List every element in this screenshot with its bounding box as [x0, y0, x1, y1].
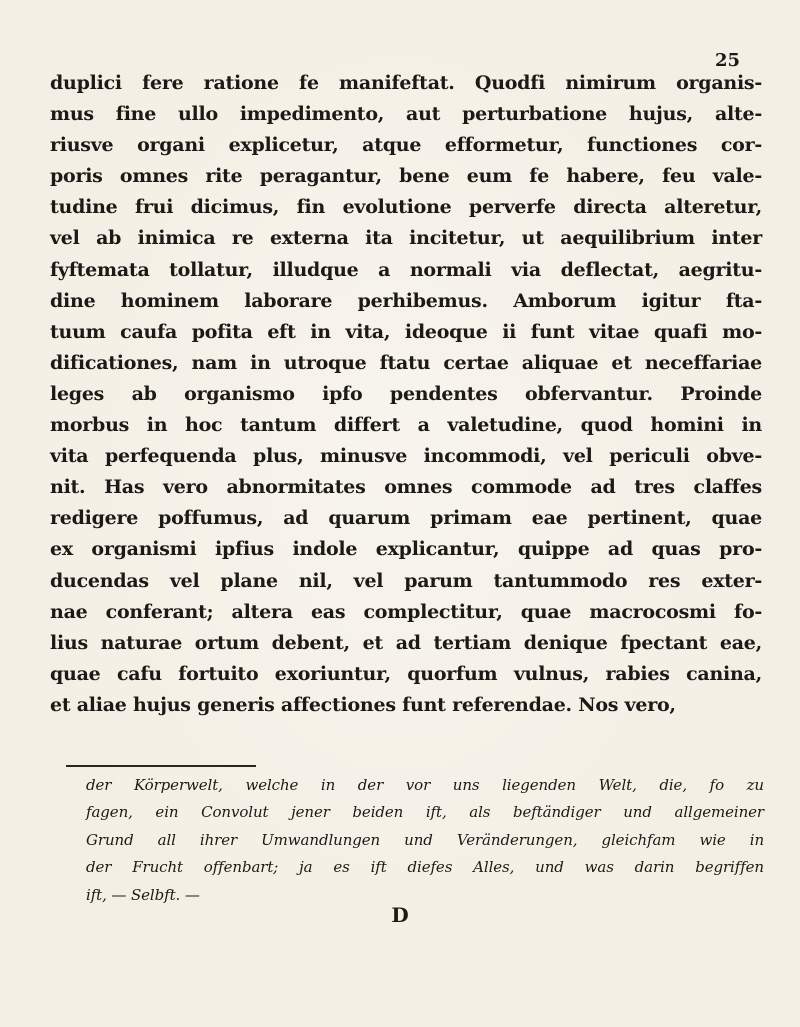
text-line: et aliae hujus generis affectiones funt referendae. Nos vero, — [50, 693, 676, 716]
text-line: morbus in hoc tantum differt a valetudine, quod homini in — [50, 414, 762, 437]
text-line: duplici fere ratione fe manifeftat. Quodfi nimirum organis- — [50, 72, 762, 94]
text-line: tuum caufa pofita eft in vita, ideoque ii funt vitae quafi mo- — [50, 320, 762, 343]
text-line: ex organismi ipfius indole explicantur, quippe ad quas pro- — [50, 538, 762, 561]
text-line: quae cafu fortuito exoriuntur, quorfum vulnus, rabies canina, — [50, 662, 762, 685]
footnote-divider — [66, 765, 256, 767]
text-line: nae conferant; altera eas complectitur, quae macrocosmi fo- — [50, 600, 762, 623]
signature-mark: D — [391, 903, 409, 927]
text-line: poris omnes rite peragantur, bene eum fe habere, feu vale- — [50, 165, 762, 188]
text-line: mus fine ullo impedimento, aut perturbatione hujus, alte- — [50, 103, 762, 126]
footnote-line: fagen, ein Convolut jener beiden ift, als beftändiger und allgemeiner — [86, 803, 764, 822]
text-line: tudine frui dicimus, fin evolutione perverfe directa alteretur, — [50, 196, 762, 219]
text-line: leges ab organismo ipfo pendentes obfervantur. Proinde — [50, 382, 762, 405]
footnote-line: Grund all ihrer Umwandlungen und Veränderungen, gleichfam wie in — [86, 830, 764, 849]
footnote-line: ift, — Selbft. — — [86, 885, 200, 904]
text-line: vita perfequenda plus, minusve incommodi, vel periculi obve- — [50, 445, 762, 468]
text-line: ducendas vel plane nil, vel parum tantummodo res exter- — [50, 569, 762, 592]
text-line: fyftemata tollatur, illudque a normali via deflectat, aegritu- — [50, 258, 762, 281]
footnote-line: der Frucht offenbart; ja es ift diefes Alles, und was darin begriffen — [86, 858, 764, 877]
text-line: dine hominem laborare perhibemus. Amborum igitur fta- — [50, 289, 762, 312]
page-number: 25 — [714, 50, 740, 71]
text-line: nit. Has vero abnormitates omnes commode ad tres claffes — [50, 476, 762, 499]
text-line: redigere poffumus, ad quarum primam eae pertinent, quae — [50, 507, 762, 530]
body-text — [50, 68, 762, 721]
text-line: lius naturae ortum debent, et ad tertiam denique fpectant eae, — [50, 631, 762, 654]
text-line: riusve organi explicetur, atque efformetur, functiones cor- — [50, 134, 762, 157]
footnote — [86, 772, 764, 909]
text-line: vel ab inimica re externa ita incitetur, ut aequilibrium inter — [50, 227, 762, 250]
footnote-line: der Körperwelt, welche in der vor uns liegenden Welt, die, fo zu — [86, 776, 764, 794]
text-line: dificationes, nam in utroque ftatu certae aliquae et neceffariae — [50, 351, 762, 374]
